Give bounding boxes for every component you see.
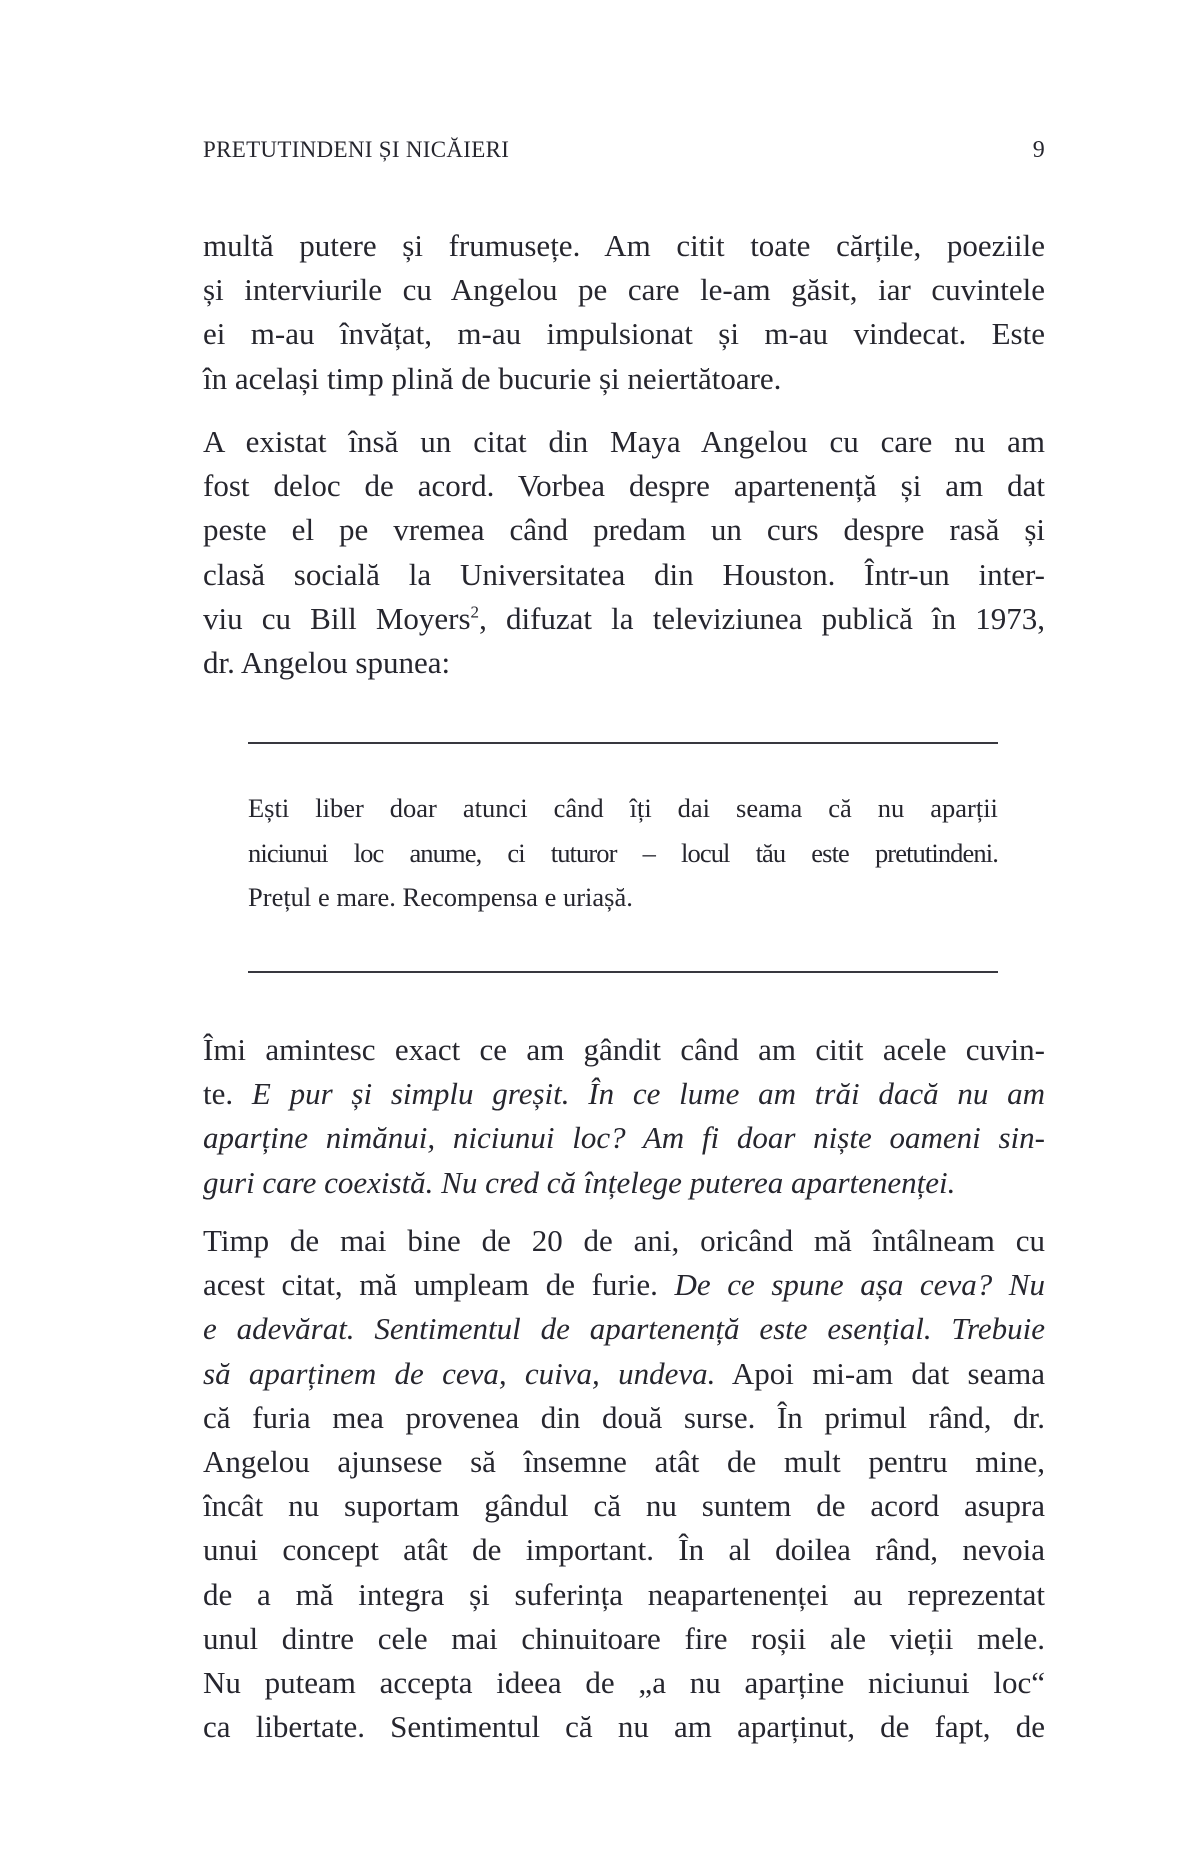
text-line: Angelou ajunsese să însemne atât de mult pentru mine, — [203, 1443, 1045, 1479]
quote-word: Ești — [248, 793, 290, 823]
quote-word: ci — [507, 837, 525, 868]
text-line: multă putere și frumusețe. Am citit toate cărțile, poeziile — [203, 228, 1045, 263]
text-line: ei m-au învățat, m-au impulsionat și m-au vindecat. Este — [203, 316, 1045, 352]
quote-rule-top — [248, 742, 998, 744]
quote-word: este — [811, 837, 849, 868]
quote-word: locul — [681, 837, 730, 868]
text-line: guri care coexistă. Nu cred că înțelege puterea apartenenței. — [203, 1164, 956, 1200]
quote-word: aparții — [930, 793, 998, 823]
text-line: Îmi amintesc exact ce am gândit când am citit acele cuvin- — [203, 1032, 1045, 1067]
text-run: acest citat, mă umpleam de furie. — [203, 1267, 675, 1303]
text-run: te. — [203, 1076, 252, 1112]
quote-word: nu — [877, 793, 905, 823]
quote-word: Prețul — [248, 882, 318, 912]
text-line: Nu puteam accepta ideea de „a nu aparține niciunui loc“ — [203, 1664, 1045, 1700]
quote-word: dai — [677, 793, 711, 823]
text-line: încât nu suportam gândul că nu suntem de acord asupra — [203, 1488, 1045, 1524]
text-line: clasă socială la Universitatea din Houston. Într-un inter- — [203, 556, 1045, 592]
text-line: aparține nimănui, niciunui loc? Am fi doar niște oameni sin- — [203, 1120, 1045, 1156]
quote-word: loc — [353, 837, 384, 868]
quote-word: îți — [629, 793, 652, 823]
quote-line — [248, 831, 998, 876]
quote-word: mare. — [336, 882, 403, 912]
quote-word: când — [553, 793, 604, 823]
text-line: în același timp plină de bucurie și neiertătoare. — [203, 360, 782, 396]
quote-rule-bottom — [248, 971, 998, 973]
italic-run: E pur și simplu greșit. În ce lume am trăi dacă nu am — [251, 1076, 1045, 1112]
text-line: peste el pe vremea când predam un curs despre rasă și — [203, 512, 1045, 548]
text-line: unul dintre cele mai chinuitoare fire roșii ale vieții mele. — [203, 1620, 1045, 1656]
quote-word: tuturor — [550, 837, 617, 868]
quote-word: liber — [315, 793, 364, 823]
quote-word: seama — [736, 793, 803, 823]
text-line — [203, 597, 1045, 641]
quote-word: e — [317, 882, 337, 912]
italic-run: să aparținem de ceva, cuiva, undeva. — [203, 1355, 716, 1391]
paragraph-1 — [203, 224, 1045, 401]
text-run: Apoi mi-am dat seama — [715, 1355, 1045, 1391]
page-number: 9 — [1032, 137, 1045, 163]
quote-word: Recompensa — [402, 882, 545, 912]
text-line: de a mă integra și suferința neapartenenței au reprezentat — [203, 1576, 1045, 1612]
text-line: că furia mea provenea din două surse. În primul rând, dr. — [203, 1399, 1045, 1435]
quote-word: că — [828, 793, 852, 823]
quote-word: pretutindeni. — [874, 837, 998, 868]
paragraph-3 — [203, 1028, 1045, 1205]
text-line: A existat însă un citat din Maya Angelou cu care nu am — [203, 424, 1045, 459]
text-run: viu cu Bill Moyers — [203, 600, 471, 636]
text-line: ca libertate. Sentimentul că nu am aparținut, de fapt, de — [203, 1709, 1045, 1745]
quote-word: e — [544, 882, 563, 912]
text-line: unui concept atât de important. În al doilea rând, nevoia — [203, 1532, 1045, 1568]
text-line: dr. Angelou spunea: — [203, 644, 451, 680]
footnote-marker[interactable]: 2 — [470, 602, 480, 622]
italic-run: De ce spune așa ceva? Nu — [674, 1267, 1045, 1303]
quote-word: doar — [389, 793, 437, 823]
text-line: și interviurile cu Angelou pe care le-am găsit, iar cuvintele — [203, 272, 1045, 308]
blockquote — [248, 786, 998, 920]
text-line: Timp de mai bine de 20 de ani, oricând mă întâlneam cu — [203, 1223, 1045, 1258]
text-line — [203, 1352, 1045, 1396]
quote-line — [248, 875, 998, 920]
quote-line — [248, 786, 998, 831]
quote-word: atunci — [462, 793, 528, 823]
quote-word: niciunui — [248, 837, 328, 868]
quote-word: – — [642, 837, 655, 868]
quote-word: uriașă. — [562, 882, 633, 912]
text-line: fost deloc de acord. Vorbea despre apartenență și am dat — [203, 468, 1045, 504]
paragraph-2 — [203, 420, 1045, 685]
paragraph-4 — [203, 1219, 1045, 1749]
text-run: , difuzat la televiziunea publică în 1973, — [479, 600, 1045, 636]
text-line — [203, 1072, 1045, 1116]
text-line — [203, 1263, 1045, 1307]
running-title: PRETUTINDENI ȘI NICĂIERI — [203, 137, 510, 162]
text-line: e adevărat. Sentimentul de apartenență este esențial. Trebuie — [203, 1311, 1045, 1347]
quote-word: tău — [755, 837, 786, 868]
running-header — [203, 137, 1045, 171]
quote-word: anume, — [409, 837, 482, 868]
